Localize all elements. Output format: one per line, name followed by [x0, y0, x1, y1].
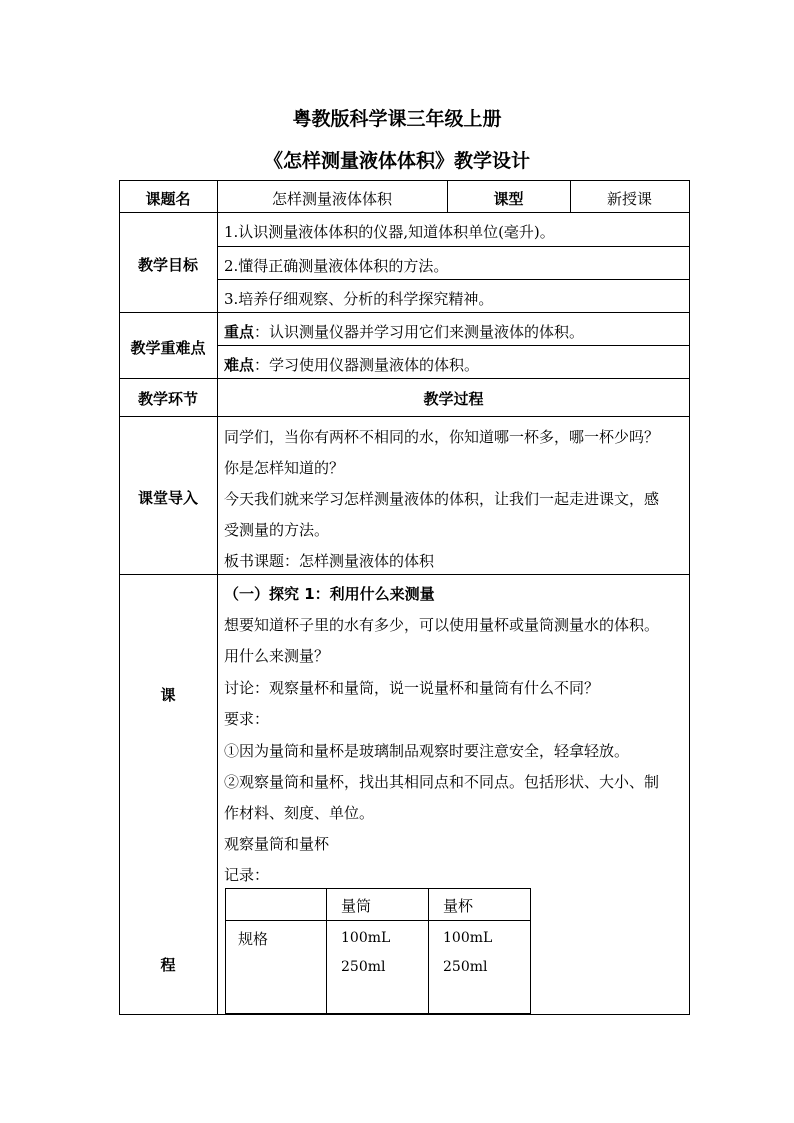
type-label: 课型 — [493, 190, 524, 208]
focus-label: 重点 — [224, 323, 255, 341]
intro-line: 同学们，当你有两杯不相同的水，你知道哪一杯多，哪一杯少吗？ — [224, 428, 660, 446]
course-heading: （一）探究 1：利用什么来测量 — [224, 585, 435, 603]
document-subtitle: 《怎样测量液体体积》教学设计 — [263, 150, 530, 172]
course-label-top: 课 — [160, 686, 176, 704]
intro-line: 板书课题：怎样测量液体的体积 — [224, 552, 435, 570]
goal-item: 3.培养仔细观察、分析的科学探究精神。 — [224, 290, 494, 308]
record-header-cup: 量杯 — [443, 897, 474, 915]
intro-label: 课堂导入 — [137, 489, 198, 507]
intro-line: 受测量的方法。 — [224, 521, 330, 539]
record-header-cylinder: 量筒 — [341, 897, 372, 915]
record-row-label: 规格 — [238, 930, 269, 948]
goals-label: 教学目标 — [137, 256, 198, 274]
difficulty-line — [224, 354, 479, 375]
course-line: 作材料、刻度、单位。 — [224, 804, 375, 822]
section-right-header: 教学过程 — [423, 390, 484, 408]
intro-line: 你是怎样知道的？ — [224, 459, 345, 477]
difficulty-label: 难点 — [224, 356, 255, 374]
focus-line — [224, 321, 584, 342]
topic-value: 怎样测量液体体积 — [271, 190, 392, 208]
intro-line: 今天我们就来学习怎样测量液体的体积，让我们一起走进课文，感 — [224, 490, 660, 508]
course-line: ②观察量筒和量杯，找出其相同点和不同点。包括形状、大小、制 — [224, 773, 660, 791]
section-left-header: 教学环节 — [137, 390, 198, 408]
document-title: 粤教版科学课三年级上册 — [292, 108, 502, 130]
course-line: 用什么来测量？ — [224, 647, 330, 665]
record-cell: 250ml — [341, 959, 386, 975]
difficulty-text: ：学习使用仪器测量液体的体积。 — [254, 356, 480, 374]
goal-item: 1.认识测量液体体积的仪器,知道体积单位(毫升)。 — [224, 223, 555, 241]
course-label-bottom: 程 — [160, 956, 176, 974]
record-cell: 100mL — [443, 930, 493, 946]
type-value: 新授课 — [606, 190, 652, 208]
course-line: 观察量筒和量杯 — [224, 835, 330, 853]
course-line: 要求： — [224, 710, 270, 728]
record-cell: 100mL — [341, 930, 391, 946]
course-line: 讨论：观察量杯和量筒，说一说量杯和量筒有什么不同？ — [224, 679, 600, 697]
focus-text: ：认识测量仪器并学习用它们来测量液体的体积。 — [254, 323, 585, 341]
course-line: ①因为量筒和量杯是玻璃制品观察时要注意安全，轻拿轻放。 — [224, 742, 630, 760]
key-points-label: 教学重难点 — [130, 339, 206, 357]
goal-item: 2.懂得正确测量液体体积的方法。 — [224, 257, 449, 275]
course-line: 想要知道杯子里的水有多少，可以使用量杯或量筒测量水的体积。 — [224, 616, 660, 634]
course-line: 记录： — [224, 866, 270, 884]
topic-label: 课题名 — [145, 190, 191, 208]
record-cell: 250ml — [443, 959, 488, 975]
